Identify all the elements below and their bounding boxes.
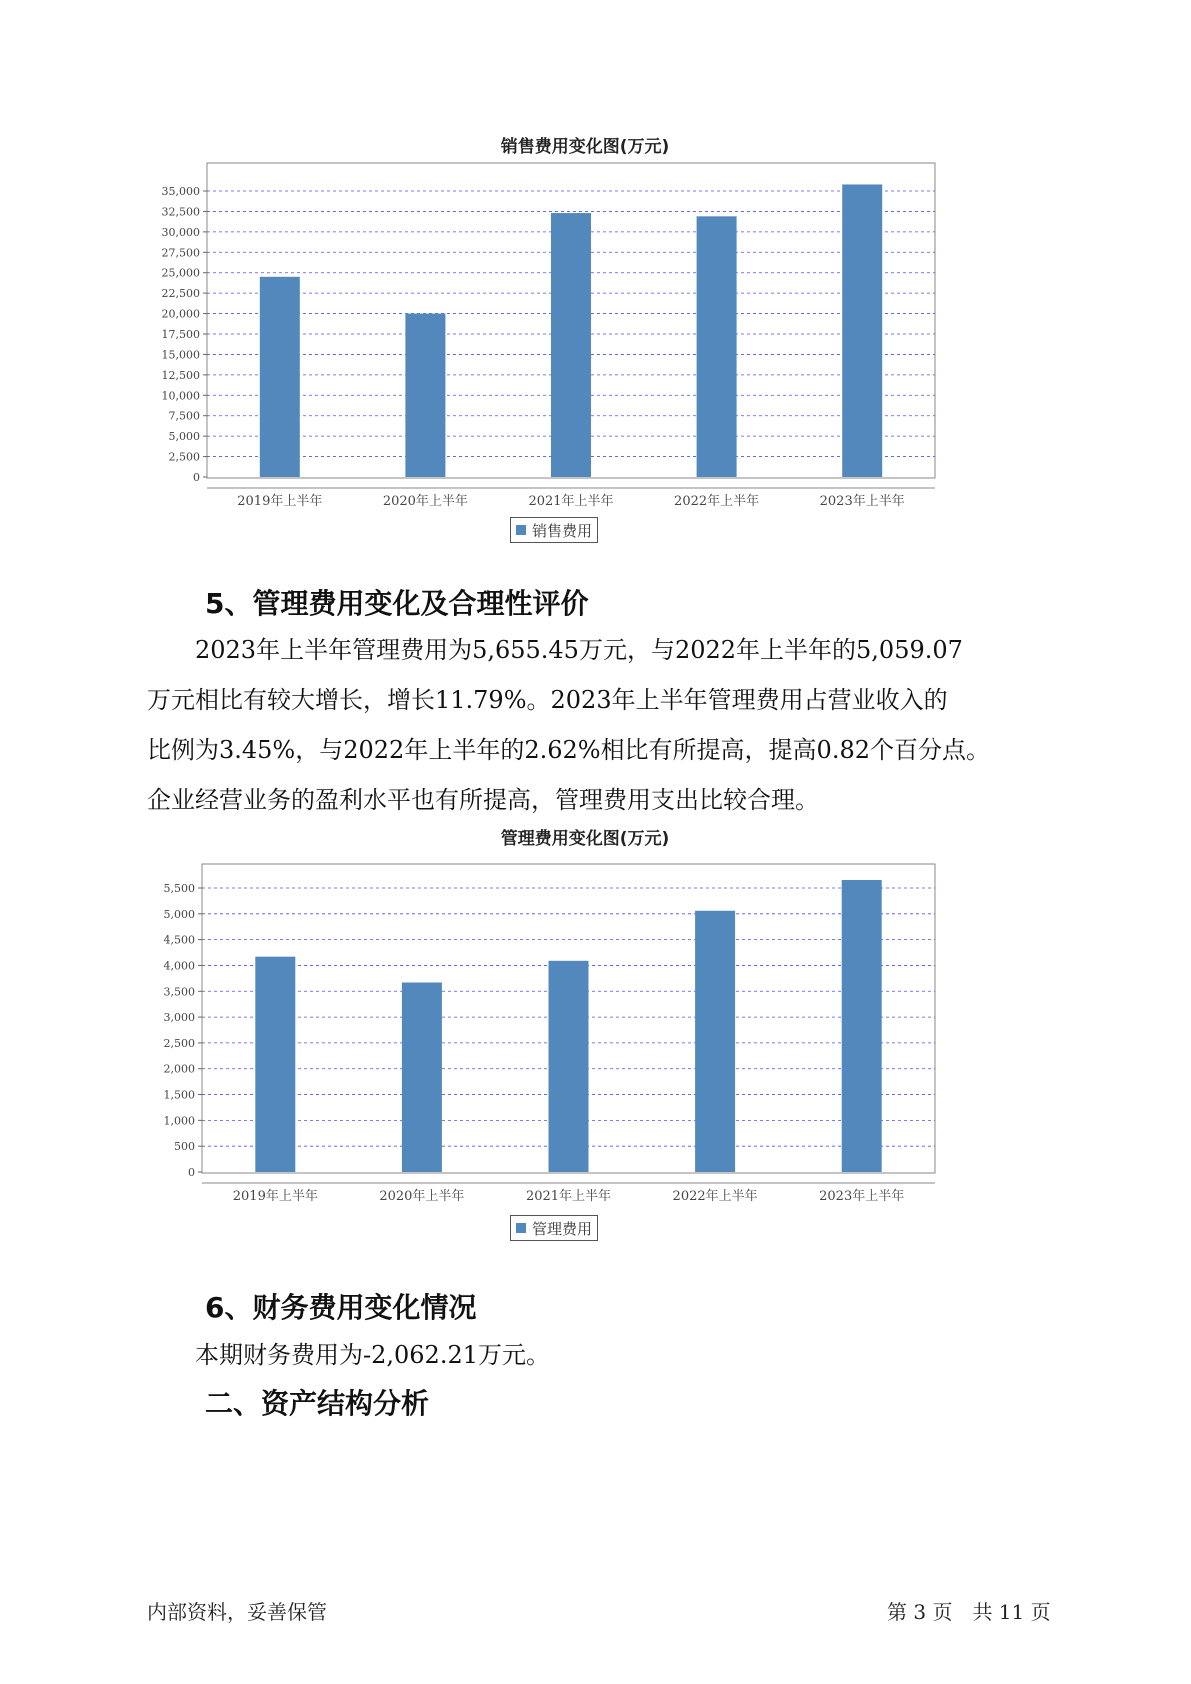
y-tick-label: 17,500 — [161, 328, 200, 341]
y-tick-label: 12,500 — [161, 368, 200, 382]
y-tick-label: 32,500 — [161, 205, 200, 219]
bar — [402, 982, 442, 1172]
y-tick-label: 1,500 — [163, 1088, 195, 1102]
y-tick-label: 500 — [174, 1140, 195, 1154]
x-tick-label: 2021年上半年 — [525, 1189, 612, 1204]
bar — [255, 957, 295, 1172]
bar — [842, 880, 882, 1172]
bar — [405, 314, 445, 477]
chart-legend — [510, 517, 598, 543]
y-tick-label: 1,000 — [163, 1114, 195, 1128]
y-tick-label: 15,000 — [161, 348, 200, 362]
x-tick-label: 2023年上半年 — [819, 494, 905, 509]
x-tick-label: 2022年上半年 — [672, 1189, 758, 1204]
section-6-heading: 6、财务费用变化情况 — [205, 1291, 477, 1324]
bar — [842, 184, 882, 477]
y-tick-label: 3,000 — [163, 1011, 195, 1025]
x-tick-label: 2021年上半年 — [528, 494, 614, 509]
x-tick-label: 2023年上半年 — [819, 1189, 905, 1204]
chart-legend — [510, 1215, 598, 1241]
y-tick-label: 5,000 — [163, 907, 195, 921]
bar — [260, 277, 300, 477]
chart-plot — [150, 852, 1020, 1237]
y-tick-label: 10,000 — [161, 389, 200, 403]
section-2-heading: 二、资产结构分析 — [205, 1387, 430, 1420]
y-tick-label: 30,000 — [161, 225, 200, 239]
y-tick-label: 4,000 — [163, 959, 195, 973]
y-tick-label: 2,000 — [163, 1062, 195, 1076]
y-tick-label: 27,500 — [161, 246, 200, 260]
legend-label: 管理费用 — [532, 1219, 593, 1238]
y-tick-label: 7,500 — [168, 409, 200, 423]
chart-title: 销售费用变化图(万元) — [500, 137, 670, 157]
y-tick-label: 22,500 — [161, 287, 200, 301]
y-tick-label: 20,000 — [161, 307, 200, 321]
chart-title: 管理费用变化图(万元) — [500, 829, 670, 849]
y-tick-label: 4,500 — [163, 933, 195, 947]
x-tick-label: 2020年上半年 — [379, 1189, 465, 1204]
chart-plot — [150, 158, 1020, 538]
y-tick-label: 5,500 — [163, 882, 195, 895]
x-tick-label: 2022年上半年 — [674, 494, 760, 509]
legend-swatch — [516, 525, 526, 535]
x-tick-label: 2019年上半年 — [232, 1189, 318, 1204]
bar — [695, 911, 735, 1172]
legend-label: 销售费用 — [532, 521, 593, 540]
y-tick-label: 2,500 — [168, 450, 200, 464]
x-tick-label: 2020年上半年 — [382, 494, 468, 509]
y-tick-label: 25,000 — [161, 266, 200, 280]
y-tick-label: 0 — [193, 471, 200, 484]
admin-expense-chart — [150, 822, 1020, 1252]
footer-left: 内部资料，妥善保管 — [147, 1600, 327, 1624]
section-5-paragraph: 2023年上半年管理费用为5,655.45万元，与2022年上半年的5,059.07 万元相比有较大增长，增长11.79%。2023年上半年管理费用占营业收入的 比例为3.45%，与2022年上半年的2.62%相比有所提高，提高0.82个百分点。 企业经营业务的盈利水平也有所提高，管理费用支出比较合理。 — [147, 636, 990, 814]
bar — [549, 961, 589, 1172]
y-tick-label: 35,000 — [161, 185, 200, 198]
y-tick-label: 3,500 — [163, 985, 195, 999]
section-5-heading: 5、管理费用变化及合理性评价 — [205, 587, 589, 620]
legend-swatch — [516, 1223, 526, 1233]
bar — [697, 216, 737, 477]
sales-expense-chart — [150, 130, 1020, 550]
x-tick-label: 2019年上半年 — [237, 494, 323, 509]
y-tick-label: 2,500 — [163, 1036, 195, 1050]
bar — [551, 213, 591, 477]
y-tick-label: 0 — [188, 1166, 195, 1179]
y-tick-label: 5,000 — [168, 430, 200, 444]
footer-right: 第 3 页 共 11 页 — [887, 1600, 1051, 1624]
section-6-paragraph: 本期财务费用为-2,062.21万元。 — [147, 1341, 550, 1369]
